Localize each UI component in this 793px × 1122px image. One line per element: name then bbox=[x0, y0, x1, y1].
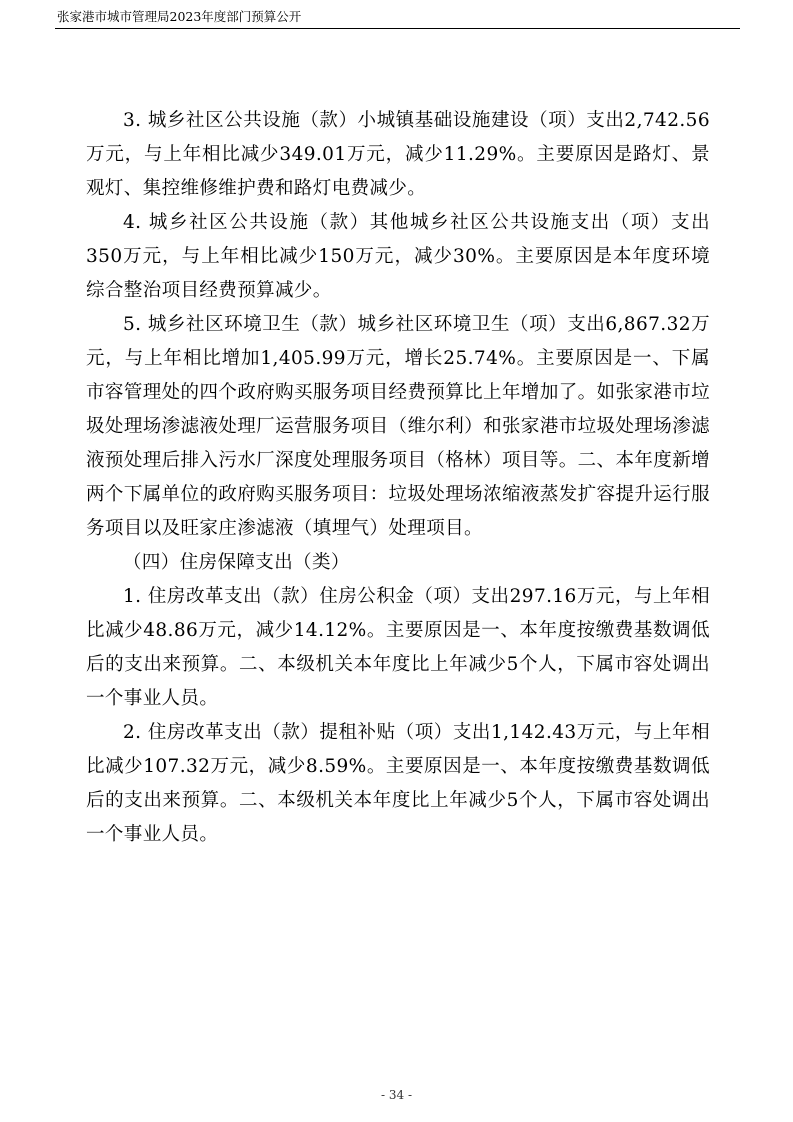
paragraph-housing-1: 1. 住房改革支出（款）住房公积金（项）支出297.16万元，与上年相比减少48.86万元，减少14.12%。主要原因是一、本年度按缴费基数调低后的支出来预算。二、本级机关本年度比上年减少5个人，下属市容处调出一个事业人员。 bbox=[86, 586, 710, 709]
header-divider bbox=[55, 28, 740, 29]
paragraph-housing-2: 2. 住房改革支出（款）提租补贴（项）支出1,142.43万元，与上年相比减少107.32万元，减少8.59%。主要原因是一、本年度按缴费基数调低后的支出来预算。二、本级机关本年度比上年减少5个人，下属市容处调出一个事业人员。 bbox=[86, 722, 710, 845]
document-body bbox=[86, 104, 710, 852]
section-heading-housing: （四）住房保障支出（类） bbox=[123, 552, 350, 573]
header-title: 张家港市城市管理局2023年度部门预算公开 bbox=[57, 9, 302, 24]
paragraph-item-5: 5. 城乡社区环境卫生（款）城乡社区环境卫生（项）支出6,867.32万元，与上年相比增加1,405.99万元，增长25.74%。主要原因是一、下属市容管理处的四个政府购买服务项目经费预算比上年增加了。如张家港市垃圾处理场渗滤液处理厂运营服务项目（维尔利）和张家港市垃圾处理场渗滤液预处理后排入污水厂深度处理服务项目（格林）项目等。二、本年度新增两个下属单位的政府购买服务项目：垃圾处理场浓缩液蒸发扩容提升运行服务项目以及旺家庄渗滤液（填埋气）处理项目。 bbox=[86, 314, 710, 539]
paragraph-item-3: 3. 城乡社区公共设施（款）小城镇基础设施建设（项）支出2,742.56万元，与上年相比减少349.01万元，减少11.29%。主要原因是路灯、景观灯、集控维修维护费和路灯电费减少。 bbox=[86, 110, 710, 199]
page-number: - 34 - bbox=[380, 1088, 412, 1102]
paragraph-item-4: 4. 城乡社区公共设施（款）其他城乡社区公共设施支出（项）支出350万元，与上年相比减少150万元，减少30%。主要原因是本年度环境综合整治项目经费预算减少。 bbox=[86, 212, 710, 301]
